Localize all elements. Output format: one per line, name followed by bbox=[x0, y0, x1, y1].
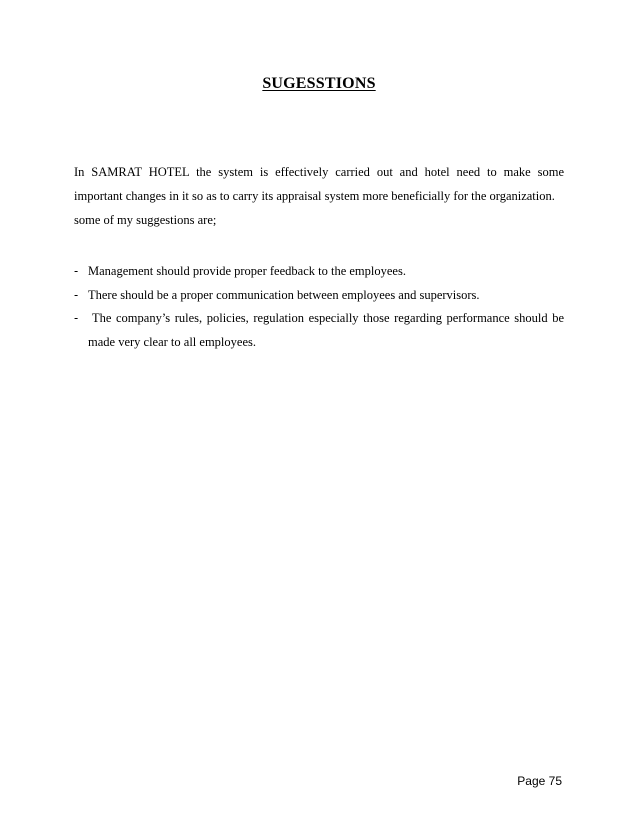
bullet-marker: - bbox=[74, 264, 79, 278]
list-item bbox=[74, 284, 564, 308]
suggestions-list bbox=[74, 260, 564, 354]
bullet-marker: - bbox=[74, 311, 79, 325]
page-title: SUGESSTIONS bbox=[262, 75, 376, 92]
list-item-continuation: made very clear to all employees. bbox=[88, 334, 256, 349]
page-number: Page 75 bbox=[517, 774, 562, 788]
intro-line: important changes in it so as to carry its appraisal system more beneficially for the organization. bbox=[74, 189, 555, 203]
list-item-text: There should be a proper communication between employees and supervisors. bbox=[88, 287, 480, 302]
list-item bbox=[74, 307, 564, 354]
list-item bbox=[74, 260, 564, 284]
intro-line: In SAMRAT HOTEL the system is effectively carried out and hotel need to make some bbox=[74, 165, 564, 179]
intro-paragraph bbox=[74, 160, 564, 232]
bullet-marker: - bbox=[74, 287, 79, 302]
list-item-text: Management should provide proper feedback to the employees. bbox=[88, 264, 406, 278]
intro-line: some of my suggestions are; bbox=[74, 213, 217, 227]
list-item-text: The company’s rules, policies, regulation especially those regarding performance should be bbox=[92, 311, 564, 325]
